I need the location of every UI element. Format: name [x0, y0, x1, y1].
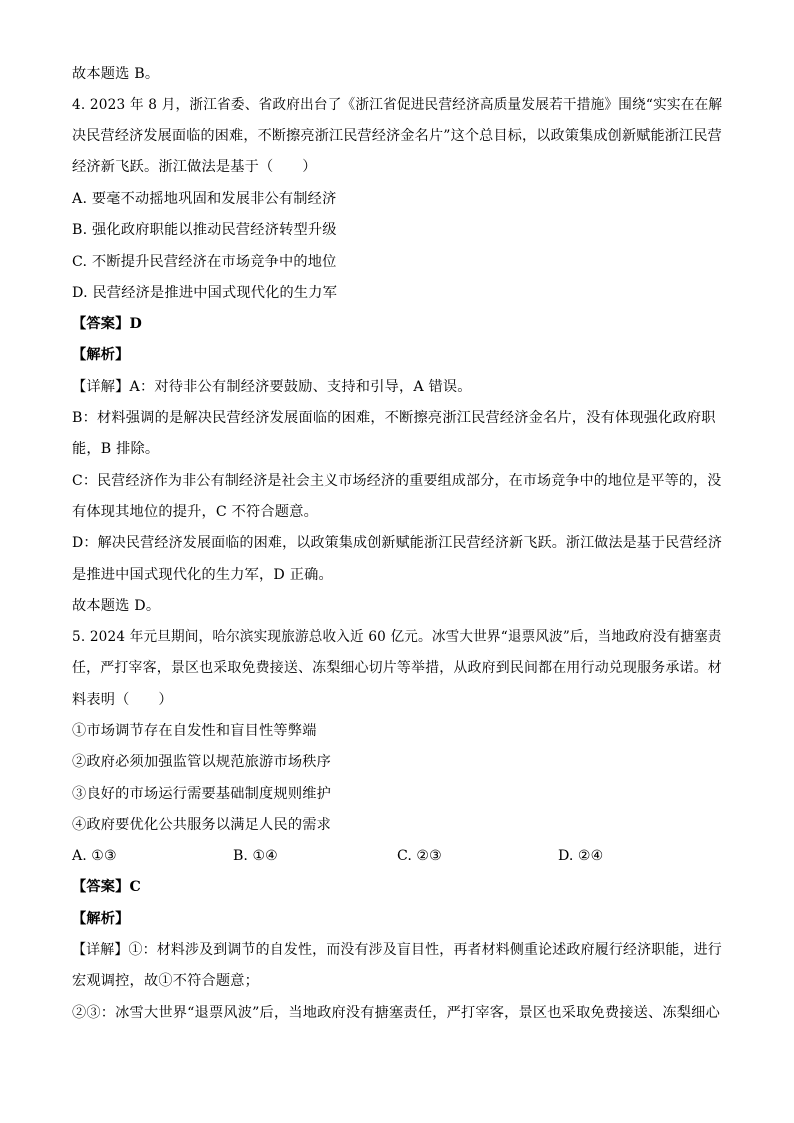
explanation-b: B：材料强调的是解决民营经济发展面临的困难，不断擦亮浙江民营经济金名片，没有体现强化政府职	[72, 410, 716, 426]
answer-label: 【答案】C	[72, 879, 142, 895]
question-5-option-d: D. ②④	[558, 848, 604, 864]
question-5-option-c: C. ②③	[397, 848, 442, 864]
explanation-d: 是推进中国式现代化的生力军，D 正确。	[72, 567, 333, 583]
detail-explanation: 宏观调控，故①不符合题意；	[72, 973, 260, 989]
explanation-c: C：民营经济作为非公有制经济是社会主义市场经济的重要组成部分，在市场竞争中的地位是平等的，没	[72, 473, 722, 489]
conclusion-q4: 故本题选 D。	[72, 598, 161, 614]
analysis-label: 【解析】	[72, 347, 130, 363]
statement-1: ①市场调节存在自发性和盲目性等弊端	[72, 723, 317, 739]
explanation-d: D：解决民营经济发展面临的困难，以政策集成创新赋能浙江民营经济新飞跃。浙江做法是基于民营经济	[72, 535, 723, 551]
question-4-stem: 决民营经济发展面临的困难，不断擦亮浙江民营经济金名片”这个总目标，以政策集成创新赋能浙江民营	[72, 128, 722, 144]
question-4-option-c: C. 不断提升民营经济在市场竞争中的地位	[72, 254, 337, 270]
question-5-option-a: A. ①③	[72, 848, 117, 864]
detail-explanation: ②③：冰雪大世界“退票风波”后，当地政府没有搪塞责任，严打宰客，景区也采取免费接送、冻梨细心	[72, 1005, 720, 1021]
analysis-label: 【解析】	[72, 911, 130, 927]
question-5-stem: 任，严打宰客，景区也采取免费接送、冻梨细心切片等举措，从政府到民间都在用行动兑现服务承诺。材	[72, 660, 722, 676]
detail-explanation: 【详解】①：材料涉及到调节的自发性，而没有涉及盲目性，再者材料侧重论述政府履行经济职能，进行	[72, 942, 722, 958]
explanation-b: 能，B 排除。	[72, 441, 160, 457]
detail-explanation: 【详解】A：对待非公有制经济要鼓励、支持和引导，A 错误。	[72, 379, 472, 395]
question-4-option-a: A. 要毫不动摇地巩固和发展非公有制经济	[72, 191, 337, 207]
conclusion-q3: 故本题选 B。	[72, 66, 160, 82]
explanation-c: 有体现其地位的提升，C 不符合题意。	[72, 504, 318, 520]
question-4-stem: 4. 2023 年 8 月，浙江省委、省政府出台了《浙江省促进民营经济高质量发展若干措施》围绕“实实在在解	[72, 97, 723, 113]
question-5-stem: 料表明（ ）	[72, 692, 173, 708]
question-5-option-b: B. ①④	[233, 848, 278, 864]
answer-label: 【答案】D	[72, 316, 143, 332]
question-4-option-d: D. 民营经济是推进中国式现代化的生力军	[72, 285, 338, 301]
question-4-stem: 经济新飞跃。浙江做法是基于（ ）	[72, 159, 317, 175]
question-4-option-b: B. 强化政府职能以推动民营经济转型升级	[72, 222, 337, 238]
statement-2: ②政府必须加强监管以规范旅游市场秩序	[72, 754, 331, 770]
question-5-stem: 5. 2024 年元旦期间，哈尔滨实现旅游总收入近 60 亿元。冰雪大世界“退票风波”后，当地政府没有搪塞责	[72, 629, 722, 645]
statement-3: ③良好的市场运行需要基础制度规则维护	[72, 786, 331, 802]
statement-4: ④政府要优化公共服务以满足人民的需求	[72, 817, 331, 833]
